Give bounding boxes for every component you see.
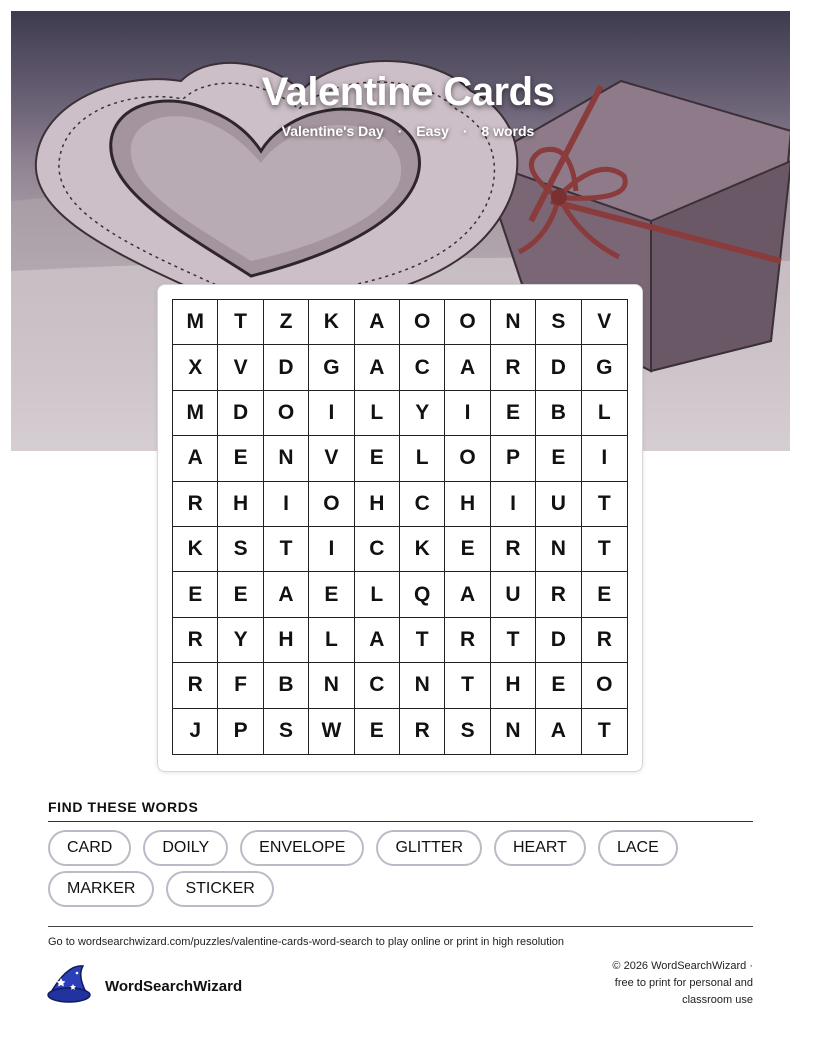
grid-cell[interactable]: N [400,663,445,708]
copyright [583,958,753,1009]
grid-cell[interactable]: C [400,482,445,527]
grid-cell[interactable]: X [173,345,218,390]
grid-cell[interactable]: R [445,618,490,663]
grid-cell[interactable]: Y [218,618,263,663]
divider [48,821,753,822]
grid-cell[interactable]: U [536,482,581,527]
grid-cell[interactable]: U [491,572,536,617]
grid-cell[interactable]: T [582,527,627,572]
grid-cell[interactable]: E [218,572,263,617]
grid-cell[interactable]: I [491,482,536,527]
grid-cell[interactable]: V [218,345,263,390]
word-pill[interactable]: HEART [494,830,586,866]
grid-cell[interactable]: A [264,572,309,617]
puzzle-card [157,284,643,772]
word-pill[interactable]: DOILY [143,830,228,866]
grid-cell[interactable]: K [173,527,218,572]
grid-cell[interactable]: R [173,663,218,708]
word-pill[interactable]: MARKER [48,871,154,907]
grid-cell[interactable]: T [582,482,627,527]
grid-cell[interactable]: L [355,572,400,617]
difficulty-label: Easy [416,123,449,139]
wizard-hat-icon [47,964,93,1009]
words-heading: FIND THESE WORDS [48,799,199,815]
grid-cell[interactable]: D [218,391,263,436]
grid-cell[interactable]: R [582,618,627,663]
grid-cell[interactable]: R [491,527,536,572]
brand[interactable] [47,964,242,1009]
grid-cell[interactable]: R [400,709,445,754]
grid-cell[interactable]: H [355,482,400,527]
grid-cell[interactable]: R [536,572,581,617]
grid-cell[interactable]: I [309,391,354,436]
meta-separator: · [462,123,468,139]
grid-cell[interactable]: S [536,300,581,345]
grid-cell[interactable]: N [491,300,536,345]
word-list [48,830,753,907]
grid-cell[interactable]: I [582,436,627,481]
grid-cell[interactable]: E [445,527,490,572]
grid-cell[interactable]: E [218,436,263,481]
meta-separator: · [397,123,403,139]
page-title: Valentine Cards [261,70,555,114]
grid-cell[interactable]: N [309,663,354,708]
copyright-line: free to print for personal and [614,977,753,989]
grid-cell[interactable]: L [355,391,400,436]
word-count-label: 8 words [481,123,535,139]
grid-cell[interactable]: M [173,391,218,436]
grid-cell[interactable]: N [536,527,581,572]
grid-cell[interactable]: H [445,482,490,527]
grid-cell[interactable]: M [173,300,218,345]
grid-cell[interactable]: C [355,663,400,708]
grid-cell[interactable]: T [218,300,263,345]
grid-cell[interactable]: J [173,709,218,754]
grid-cell[interactable]: E [355,709,400,754]
grid-cell[interactable]: A [355,345,400,390]
brand-name: WordSearchWizard [105,978,243,995]
grid-cell[interactable]: F [218,663,263,708]
category-label: Valentine's Day [281,123,384,139]
grid-cell[interactable]: D [536,345,581,390]
grid-cell[interactable]: P [218,709,263,754]
grid-cell[interactable]: L [582,391,627,436]
grid-cell[interactable]: D [536,618,581,663]
grid-cell[interactable]: O [400,300,445,345]
divider [48,926,753,927]
grid-cell[interactable]: V [309,436,354,481]
grid-cell[interactable]: T [597,719,611,743]
grid-cell[interactable]: T [264,527,309,572]
word-pill[interactable]: ENVELOPE [240,830,364,866]
grid-cell[interactable]: E [491,391,536,436]
grid-cell[interactable]: O [445,436,490,481]
grid-cell[interactable]: O [582,663,627,708]
word-pill[interactable]: GLITTER [376,830,482,866]
word-pill[interactable]: STICKER [166,871,273,907]
puzzle-meta [0,123,816,139]
grid-cell[interactable]: T [400,618,445,663]
grid-cell[interactable]: A [445,572,490,617]
grid-cell[interactable]: E [309,572,354,617]
grid-cell[interactable]: A [445,345,490,390]
grid-cell[interactable]: B [536,391,581,436]
grid-cell[interactable]: Z [264,300,309,345]
grid-cell[interactable]: H [491,663,536,708]
grid-cell[interactable]: T [445,663,490,708]
grid-cell[interactable]: V [582,300,627,345]
grid-cell[interactable]: H [264,618,309,663]
grid-cell[interactable]: Q [400,572,445,617]
word-pill[interactable]: LACE [598,830,678,866]
letter-grid [172,299,628,755]
grid-cell[interactable]: E [173,572,218,617]
grid-cell[interactable]: I [309,527,354,572]
grid-cell[interactable]: K [400,527,445,572]
grid-cell[interactable]: A [173,436,218,481]
grid-cell[interactable]: I [445,391,490,436]
grid-cell[interactable]: D [264,345,309,390]
grid-cell[interactable]: C [400,345,445,390]
grid-cell[interactable]: B [264,663,309,708]
grid-cell[interactable]: W [309,709,354,754]
grid-cell[interactable]: O [309,482,354,527]
grid-cell[interactable]: R [173,482,218,527]
copyright-line: classroom use [682,994,753,1006]
grid-cell[interactable]: E [536,436,581,481]
grid-cell[interactable]: E [355,436,400,481]
grid-cell[interactable]: G [582,345,627,390]
copyright-line: © 2026 WordSearchWizard · [612,960,753,972]
grid-cell[interactable]: L [400,436,445,481]
grid-cell[interactable]: E [582,572,627,617]
grid-cell[interactable]: N [491,709,536,754]
grid-cell[interactable]: L [309,618,354,663]
grid-cell[interactable]: P [491,436,536,481]
grid-cell[interactable]: R [173,618,218,663]
grid-cell[interactable]: S [218,527,263,572]
grid-cell[interactable]: S [264,709,309,754]
grid-cell[interactable]: C [355,527,400,572]
word-pill[interactable]: CARD [48,830,131,866]
grid-cell[interactable]: O [264,391,309,436]
grid-cell[interactable]: H [218,482,263,527]
grid-cell[interactable]: I [264,482,309,527]
grid-cell[interactable]: S [445,709,490,754]
grid-cell[interactable]: T [491,618,536,663]
grid-cell[interactable]: E [536,663,581,708]
grid-cell[interactable]: Y [400,391,445,436]
grid-cell[interactable]: N [264,436,309,481]
footer-link[interactable]: Go to wordsearchwizard.com/puzzles/valentine-cards-word-search to play online or print in high resolution [48,936,565,948]
grid-cell[interactable]: A [355,618,400,663]
grid-cell[interactable]: K [309,300,354,345]
grid-cell[interactable]: O [445,300,490,345]
grid-cell[interactable]: A [355,300,400,345]
grid-cell[interactable]: A [536,709,581,754]
grid-cell[interactable]: G [309,345,354,390]
grid-cell[interactable]: R [491,345,536,390]
